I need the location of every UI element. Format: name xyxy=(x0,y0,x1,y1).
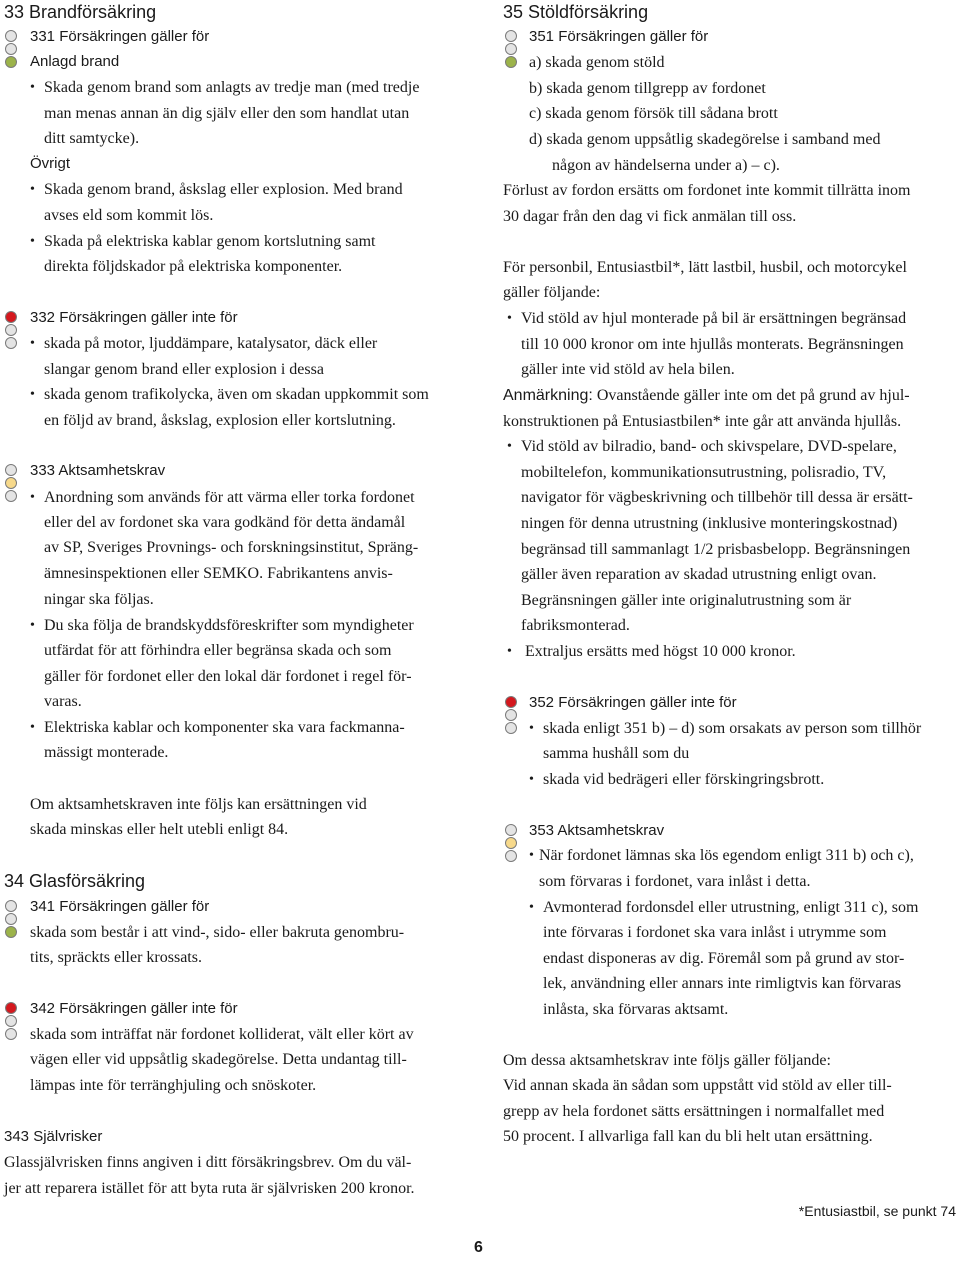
text-line: ningen för denna utrustning (inklusive monteringskostnad) xyxy=(521,515,898,532)
text-line: 50 procent. I allvarliga fall kan du bli helt utan ersättning. xyxy=(503,1128,873,1145)
bullet-icon: • xyxy=(30,720,35,735)
text-line: Förlust av fordon ersätts om fordonet inte kommit tillrätta inom xyxy=(503,182,911,199)
note-text: Ovanstående gäller inte om det på grund av hjul- xyxy=(592,387,910,404)
text-line: Anordning som används för att värma eller torka fordonet xyxy=(44,489,415,506)
bullet-icon: • xyxy=(507,311,512,326)
text-line: skada som består i att vind-, sido- eller bakruta genombru- xyxy=(30,924,405,941)
heading-352: 352 Försäkringen gäller inte för xyxy=(529,694,737,711)
text-line: gäller följande: xyxy=(503,284,601,301)
text-line: gäller även reparation av skadad utrustning enligt ovan. xyxy=(521,566,877,583)
heading-353: 353 Aktsamhetskrav xyxy=(529,822,665,839)
bullet-icon: • xyxy=(30,387,35,402)
text-line: mobiltelefon, kommunikationsutrustning, polisradio, TV, xyxy=(521,464,887,481)
text-line: ningar ska följas. xyxy=(44,591,154,608)
text-line: tits, spräckts eller krossats. xyxy=(30,949,202,966)
bullet-icon: • xyxy=(529,721,534,736)
traffic-light-icon xyxy=(5,311,19,350)
text-line: Avmonterad fordonsdel eller utrustning, enligt 311 c), som xyxy=(543,899,919,916)
text-line: Du ska följa de brandskyddsföreskrifter som myndigheter xyxy=(44,617,414,634)
text-line: Elektriska kablar och komponenter ska vara fackmanna- xyxy=(44,719,405,736)
text-line: direkta följdskador på elektriska komponenter. xyxy=(44,258,343,275)
text-line: Skada genom brand som anlagts av tredje man (med tredje xyxy=(44,79,420,96)
text-line: en följd av brand, åskslag, explosion eller kortslutning. xyxy=(44,412,396,429)
text-line: Skada på elektriska kablar genom kortslutning samt xyxy=(44,233,376,250)
text-line: Om dessa aktsamhetskrav inte följs gäller följande: xyxy=(503,1052,831,1069)
text-line: avses eld som kommit lös. xyxy=(44,207,214,224)
page-number: 6 xyxy=(474,1239,483,1256)
text-line: gäller inte vid stöld av hela bilen. xyxy=(521,361,735,378)
text-line: Glassjälvrisken finns angiven i ditt försäkringsbrev. Om du väl- xyxy=(4,1154,412,1171)
list-item-continuation: någon av händelserna under a) – c). xyxy=(552,157,780,174)
text-line: man menas annan än dig själv eller den som handlat utan xyxy=(44,105,410,122)
text-line: ditt samtycke). xyxy=(44,130,140,147)
traffic-light-icon xyxy=(505,696,519,735)
text-line: lek, användning eller annars inte rimligtvis kan förvaras xyxy=(543,975,902,992)
list-item: a) skada genom stöld xyxy=(529,54,665,71)
note-line xyxy=(503,386,910,406)
text-line: gäller för fordonet eller den lokal där fordonet i regel för- xyxy=(44,668,412,685)
heading-343: 343 Självrisker xyxy=(4,1128,103,1145)
text-line: eller del av fordonet ska vara godkänd för detta ändamål xyxy=(44,514,406,531)
text-line: lämpas inte för terränghjuling och snöskoter. xyxy=(30,1077,317,1094)
heading-341: 341 Försäkringen gäller för xyxy=(30,898,210,915)
text-line: skada enligt 351 b) – d) som orsakats av person som tillhör xyxy=(543,720,922,737)
text-line: inte förvaras i fordonet ska vara inlåst i utrymme som xyxy=(543,924,887,941)
subheading-ovrigt: Övrigt xyxy=(30,155,71,172)
heading-333: 333 Aktsamhetskrav xyxy=(30,462,166,479)
bullet-icon: • xyxy=(30,80,35,95)
bullet-icon: • xyxy=(529,772,534,787)
text-line: Skada genom brand, åskslag eller explosion. Med brand xyxy=(44,181,403,198)
bullet-icon: • xyxy=(30,182,35,197)
text-line: mässigt monterade. xyxy=(44,744,169,761)
list-item: c) skada genom försök till sådana brott xyxy=(529,105,778,122)
bullet-icon: • xyxy=(30,618,35,633)
heading-332: 332 Försäkringen gäller inte för xyxy=(30,309,238,326)
note-label: Anmärkning: xyxy=(503,387,593,404)
text-line: Om aktsamhetskraven inte följs kan ersättningen vid xyxy=(30,796,367,813)
text-line: 30 dagar från den dag vi fick anmälan till oss. xyxy=(503,208,797,225)
subheading-anlagd-brand: Anlagd brand xyxy=(30,53,120,70)
traffic-light-icon xyxy=(5,30,19,69)
traffic-light-icon xyxy=(505,824,519,863)
text-line: till 10 000 kronor om inte hjullås monterats. Begränsningen xyxy=(521,336,904,353)
text-line: som förvaras i fordonet, vara inlåst i detta. xyxy=(539,873,811,890)
text-line: Vid stöld av bilradio, band- och skivspelare, DVD-spelare, xyxy=(521,438,897,455)
text-line: inlåsta, ska förvaras aktsamt. xyxy=(543,1001,729,1018)
heading-331: 331 Försäkringen gäller för xyxy=(30,28,210,45)
bullet-icon: • xyxy=(507,644,512,659)
text-line: begränsad till sammanlagt 1/2 prisbasbelopp. Begränsningen xyxy=(521,541,911,558)
text-line: navigator för vägbeskrivning och tillbehör till dessa är ersätt- xyxy=(521,489,913,506)
list-item: d) skada genom uppsåtlig skadegörelse i samband med xyxy=(529,131,881,148)
text-line: Vid annan skada än sådan som uppstått vid stöld av eller till- xyxy=(503,1077,892,1094)
bullet-icon: • xyxy=(30,336,35,351)
text-line: grepp av hela fordonet sätts ersättningen i normalfallet med xyxy=(503,1103,885,1120)
text-line: När fordonet lämnas ska lös egendom enligt 311 b) och c), xyxy=(539,847,914,864)
section-35-title: 35 Stöldförsäkring xyxy=(503,2,649,22)
text-line: slangar genom brand eller explosion i dessa xyxy=(44,361,324,378)
heading-342: 342 Försäkringen gäller inte för xyxy=(30,1000,238,1017)
text-line: Extraljus ersätts med högst 10 000 kronor. xyxy=(525,643,796,660)
traffic-light-icon xyxy=(5,464,19,503)
text-line: Vid stöld av hjul monterade på bil är ersättningen begränsad xyxy=(521,310,907,327)
heading-351: 351 Försäkringen gäller för xyxy=(529,28,709,45)
bullet-icon: • xyxy=(507,439,512,454)
list-item: b) skada genom tillgrepp av fordonet xyxy=(529,80,766,97)
bullet-icon: • xyxy=(30,490,35,505)
text-line: skada genom trafikolycka, även om skadan uppkommit som xyxy=(44,386,429,403)
traffic-light-icon xyxy=(505,30,519,69)
text-line: skada vid bedrägeri eller förskingringsbrott. xyxy=(543,771,825,788)
text-line: skada minskas eller helt utebli enligt 84. xyxy=(30,821,289,838)
bullet-icon: • xyxy=(529,848,534,863)
text-line: varas. xyxy=(44,693,82,710)
text-line: jer att reparera istället för att byta ruta är självrisken 200 kronor. xyxy=(4,1180,415,1197)
bullet-icon: • xyxy=(30,234,35,249)
text-line: samma hushåll som du xyxy=(543,745,690,762)
text-line: utfärdat för att förhindra eller begränsa skada och som xyxy=(44,642,392,659)
text-line: fabriksmonterad. xyxy=(521,617,630,634)
text-line: skada som inträffat när fordonet kolliderat, vält eller kört av xyxy=(30,1026,414,1043)
footnote: *Entusiastbil, se punkt 74 xyxy=(798,1203,956,1219)
traffic-light-icon xyxy=(5,900,19,939)
text-line: konstruktionen på Entusiastbilen* inte går att använda hjullås. xyxy=(503,413,902,430)
text-line: För personbil, Entusiastbil*, lätt lastbil, husbil, och motorcykel xyxy=(503,259,907,276)
traffic-light-icon xyxy=(5,1002,19,1041)
text-line: vägen eller vid uppsåtlig skadegörelse. Detta undantag till- xyxy=(30,1051,407,1068)
bullet-icon: • xyxy=(529,900,534,915)
text-line: Begränsningen gäller inte originalutrustning som är xyxy=(521,592,852,609)
section-33-title: 33 Brandförsäkring xyxy=(4,2,157,22)
text-line: endast disponeras av dig. Föremål som på grund av stor- xyxy=(543,950,905,967)
text-line: skada på motor, ljuddämpare, katalysator, däck eller xyxy=(44,335,378,352)
text-line: ämnesinspektionen eller SEMKO. Fabrikantens anvis- xyxy=(44,565,393,582)
section-34-title: 34 Glasförsäkring xyxy=(4,871,146,891)
text-line: av SP, Sveriges Provnings- och forskningsinstitut, Spräng- xyxy=(44,539,419,556)
